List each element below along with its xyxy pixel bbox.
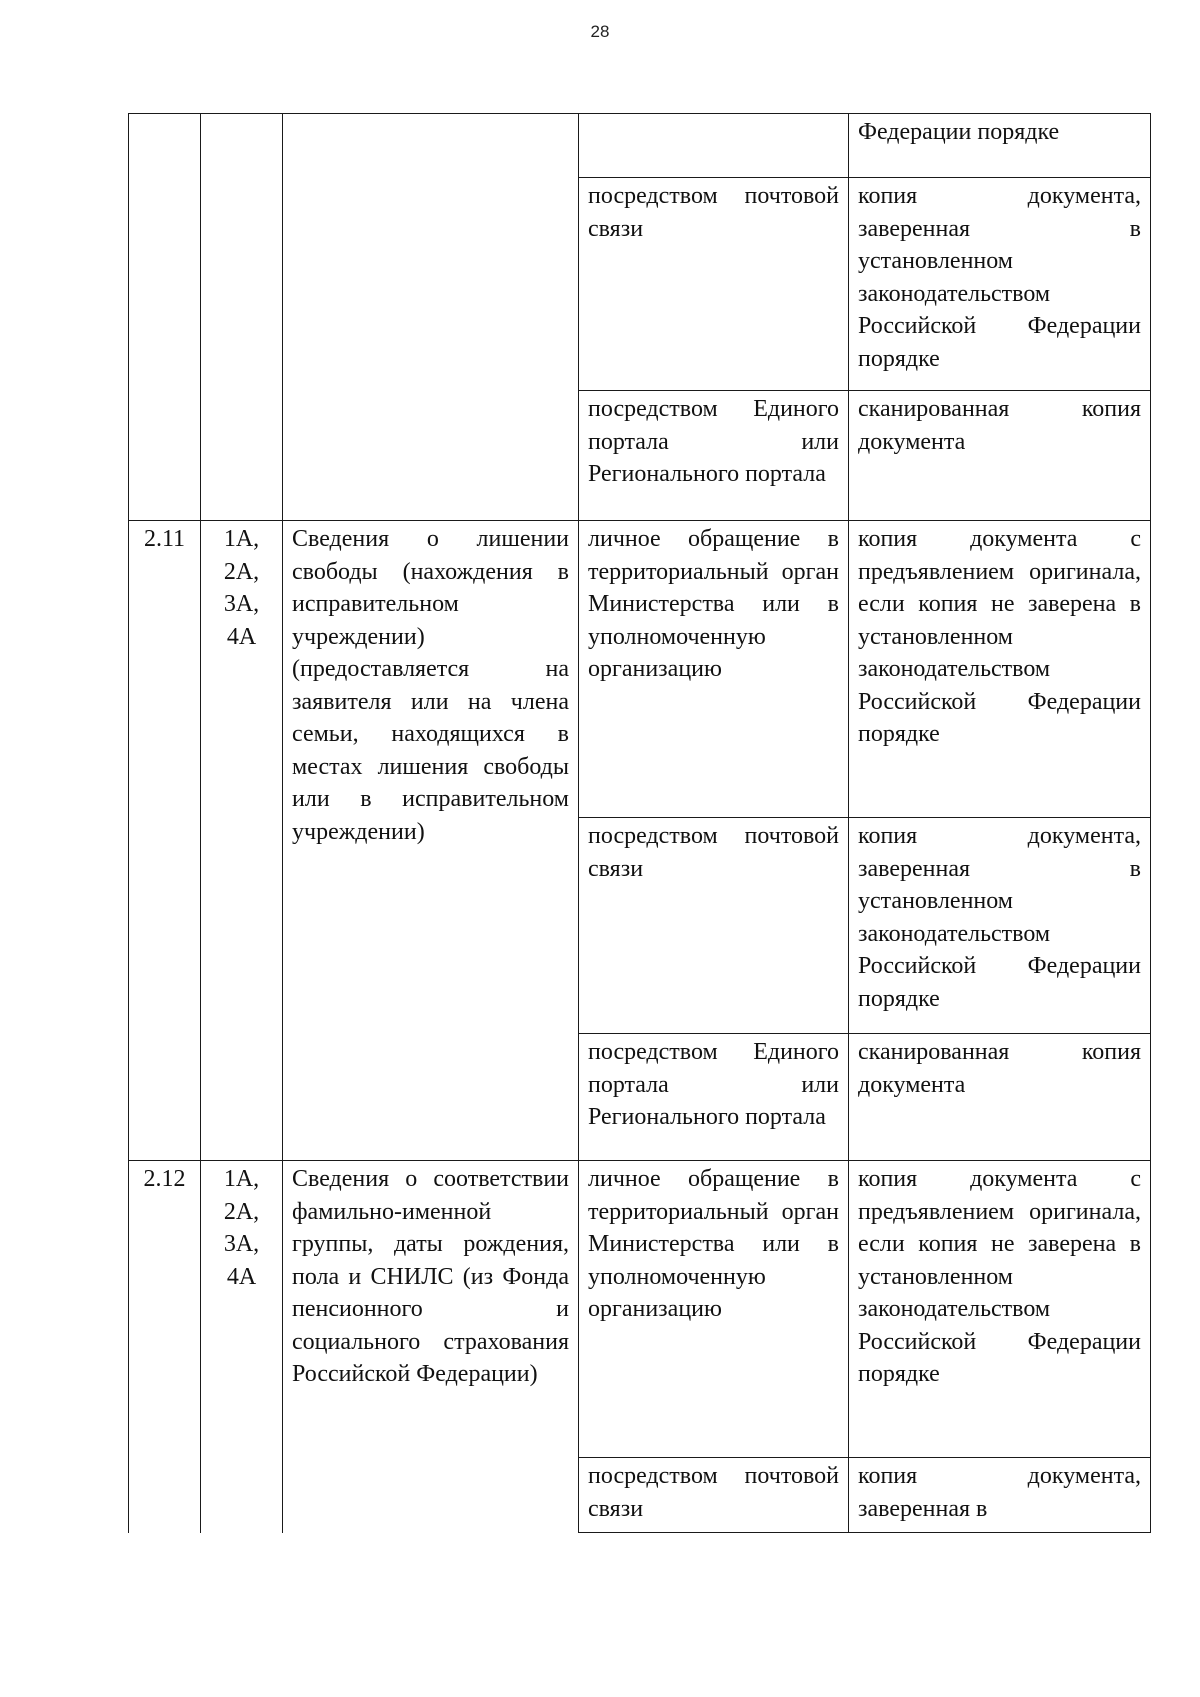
table-row (129, 1161, 1151, 1458)
method-cell: посредством Единого портала или Регионального портала (579, 1034, 849, 1161)
row-number-cell (129, 114, 201, 521)
form-cell: копия документа с предъявлением оригинала, если копия не заверена в установленном законодательством Российской Федерации порядке (849, 1161, 1151, 1458)
row-number-cell: 2.12 (129, 1161, 201, 1533)
method-cell: посредством Единого портала или Регионального портала (579, 391, 849, 521)
table-row (129, 521, 1151, 818)
category-cell (201, 114, 283, 521)
form-cell: копия документа, заверенная в установленном законодательством Российской Федерации порядке (849, 818, 1151, 1034)
description-cell (283, 114, 579, 521)
method-cell: личное обращение в территориальный орган Министерства или в уполномоченную организацию (579, 1161, 849, 1458)
method-cell: личное обращение в территориальный орган Министерства или в уполномоченную организацию (579, 521, 849, 818)
method-cell: посредством почтовой связи (579, 1458, 849, 1533)
form-cell: сканированная копия документа (849, 391, 1151, 521)
requirements-table (128, 113, 1151, 1533)
description-cell: Сведения о соответствии фамильно-именной группы, даты рождения, пола и СНИЛС (из Фонда пенсионного и социального страхования Российской Федерации) (283, 1161, 579, 1533)
category-cell: 1А, 2А, 3А, 4А (201, 521, 283, 1161)
method-cell: посредством почтовой связи (579, 818, 849, 1034)
form-cell: Федерации порядке (849, 114, 1151, 178)
form-cell: копия документа с предъявлением оригинала, если копия не заверена в установленном законодательством Российской Федерации порядке (849, 521, 1151, 818)
form-cell: копия документа, заверенная в (849, 1458, 1151, 1533)
form-cell: копия документа, заверенная в установленном законодательством Российской Федерации порядке (849, 178, 1151, 391)
table-row (129, 114, 1151, 178)
method-cell (579, 114, 849, 178)
description-cell: Сведения о лишении свободы (нахождения в исправительном учреждении) (предоставляется на заявителя или на члена семьи, находящихся в местах лишения свободы или в исправительном учреждении) (283, 521, 579, 1161)
category-cell: 1А, 2А, 3А, 4А (201, 1161, 283, 1533)
method-cell: посредством почтовой связи (579, 178, 849, 391)
row-number-cell: 2.11 (129, 521, 201, 1161)
page-number: 28 (590, 22, 610, 41)
form-cell: сканированная копия документа (849, 1034, 1151, 1161)
